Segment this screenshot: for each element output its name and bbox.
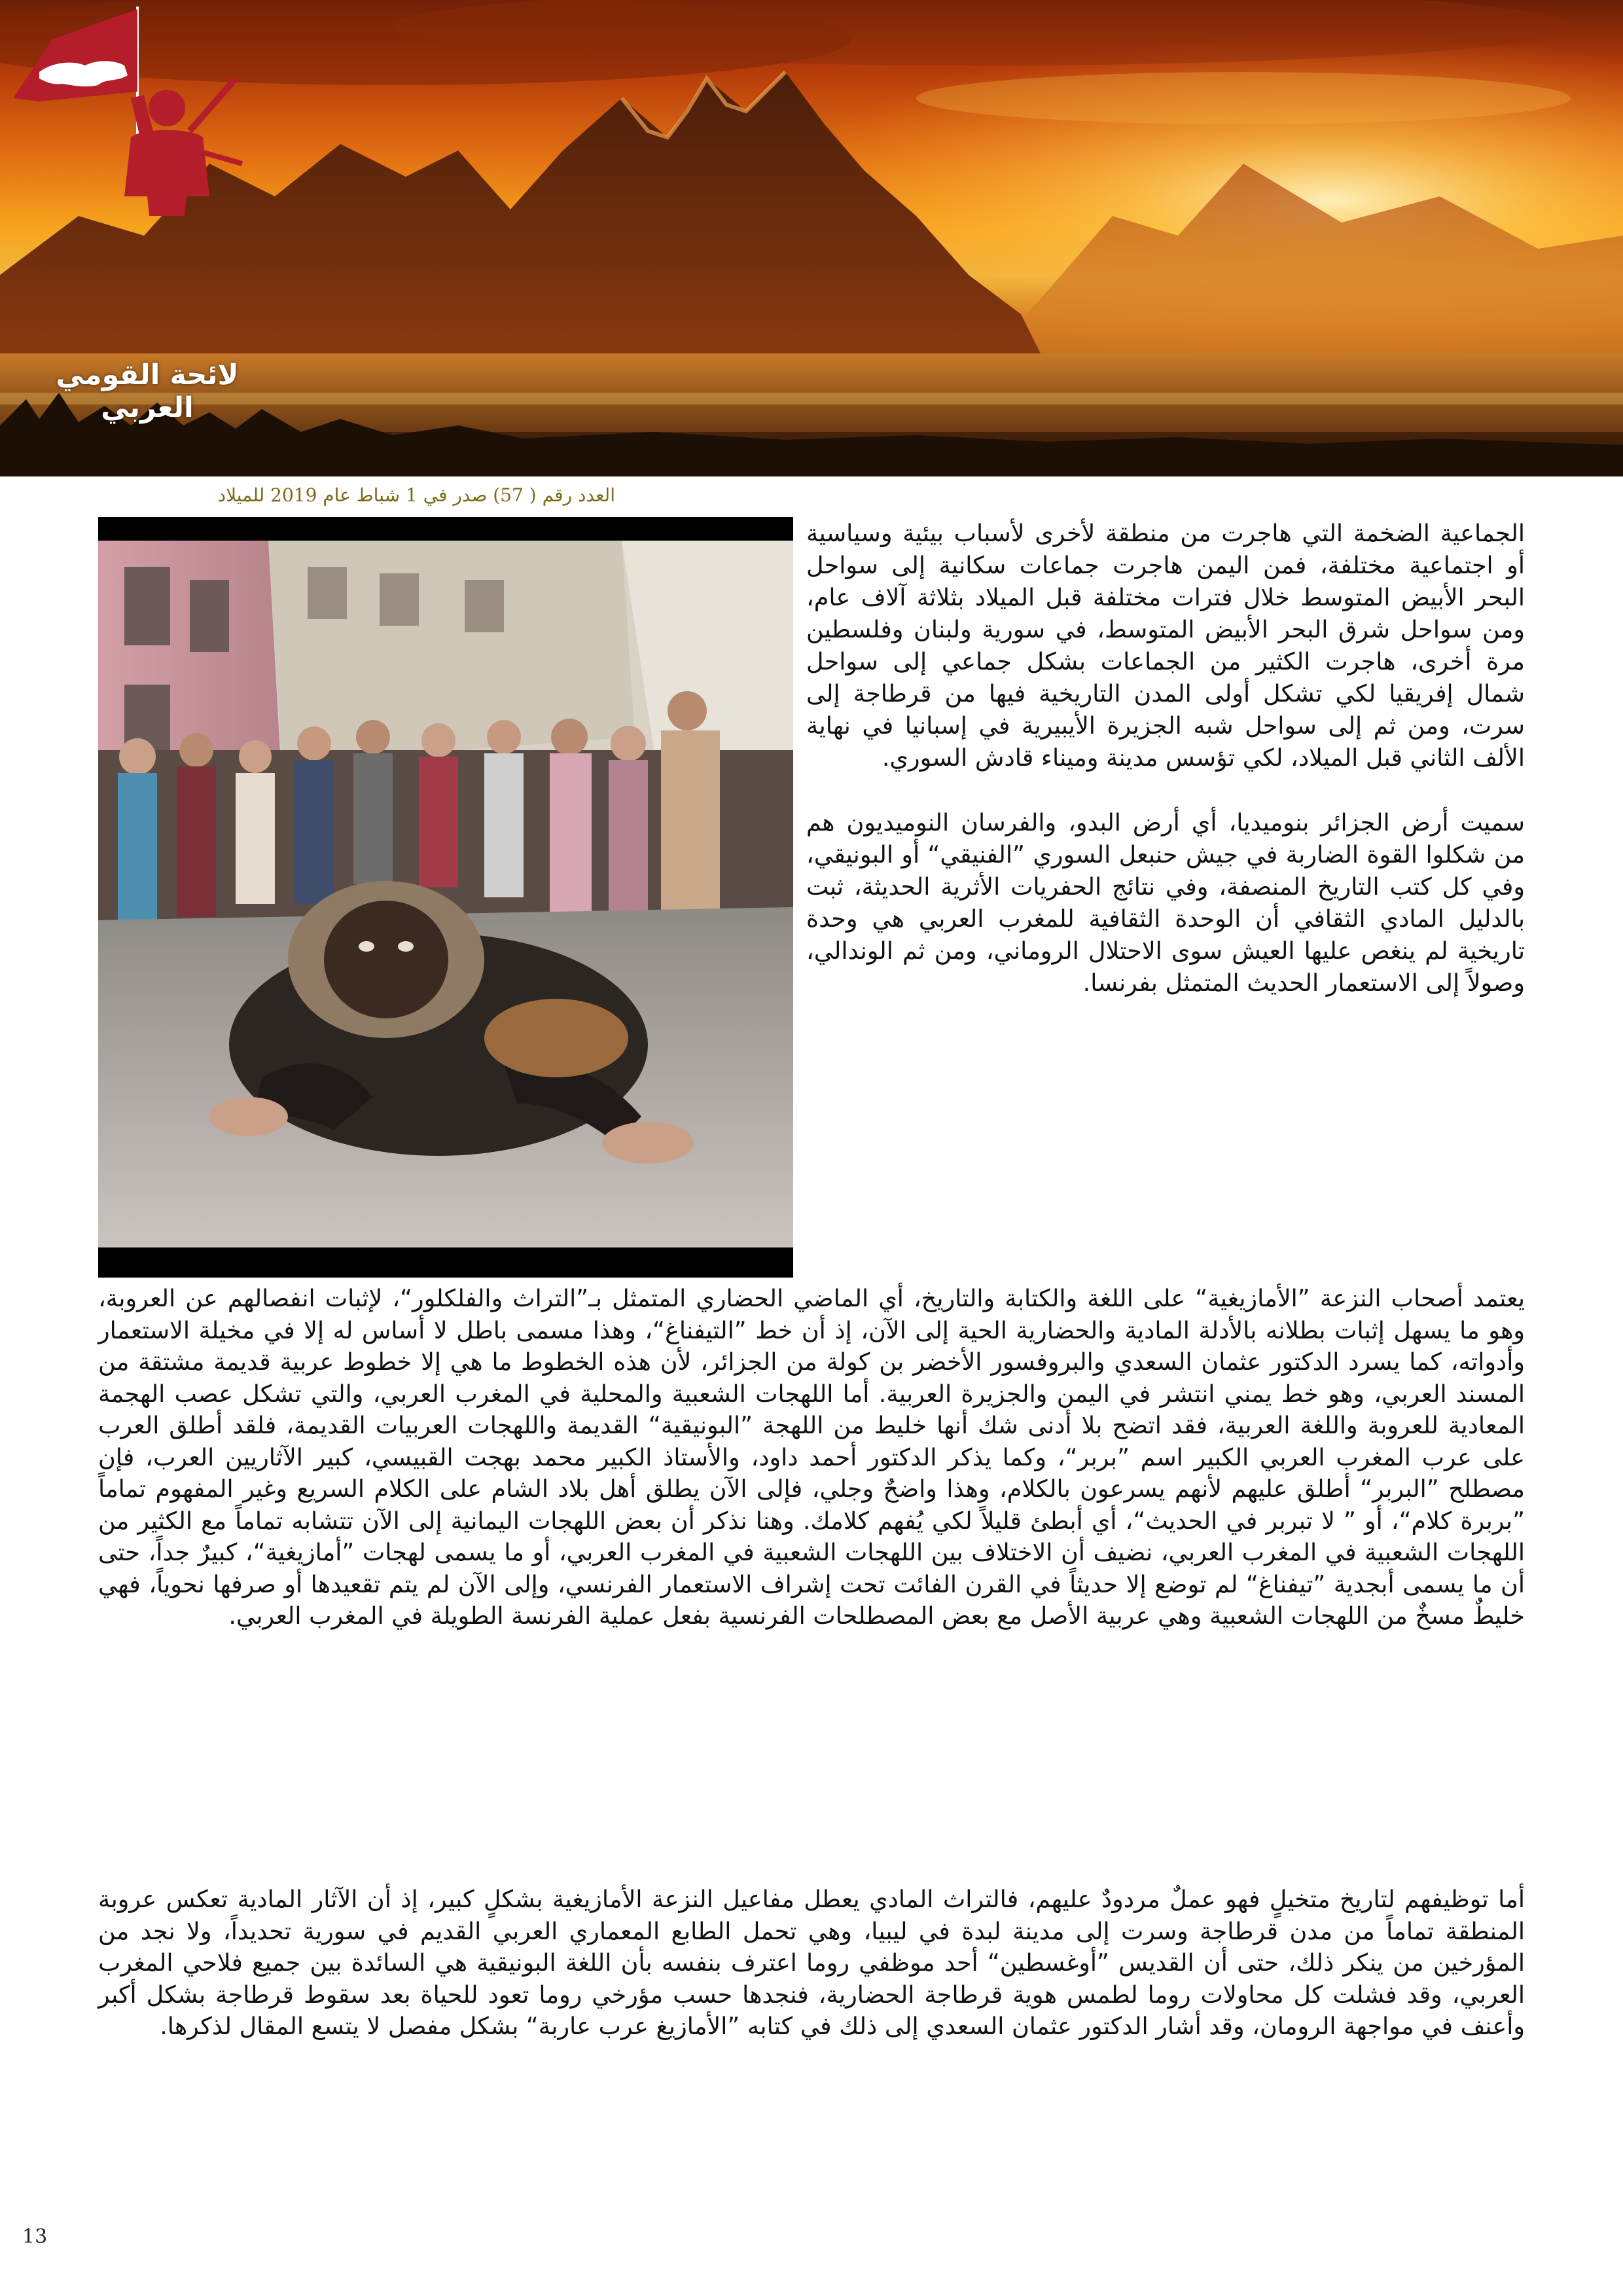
article-photo [98, 517, 793, 1278]
paragraph-4-block [98, 1884, 1525, 2043]
flag-bearer-map-icon [0, 0, 255, 275]
street-performer-photo [98, 541, 793, 1247]
article-column-right [806, 517, 1525, 1031]
paragraph-4: أما توظيفهم لتاريخ متخيلٍ فهو عملٌ مردودٌ عليهم، فالتراث المادي يعطل مفاعيل النزعة الأمازيغية بشكلٍ كبير، إذ أن الآثار المادية تعكس عروبة المنطقة تماماً من مدن قرطاجة وسرت إلى مدينة لبدة في ليبيا، وهي تحمل الطابع المعماري العربي القديم في سورية تحديداً، ولا نجد من المؤرخين من ينكر ذلك، حتى أن القديس ”أوغسطين“ أحد موظفي روما اعترف بنفسه بأن اللغة البونيقية هي السائدة بين جميع فلاحي المغرب العربي، وقد فشلت كل محاولات روما لطمس هوية قرطاجة الحضارية، فنجدها حسب مؤرخي روما تعود للحياة بعد سقوط قرطاجة بشكل أكبر وأعنف في مواجهة الرومان، وقد أشار الدكتور عثمان السعدي إلى ذلك في كتابه ”الأمازيغ عرب عاربة“ بشكل مفصل لا يتسع المقال لذكرها. [98, 1885, 1525, 2040]
page-number: 13 [22, 2225, 48, 2248]
logo-caption: لائحة القومي العربي [56, 359, 239, 424]
paragraph-3: يعتمد أصحاب النزعة ”الأمازيغية“ على اللغة والكتابة والتاريخ، أي الماضي الحضاري المتمثل بـ”التراث والفلكلور“، لإثبات انفصالهم عن العروبة، وهو ما يسهل إثبات بطلانه بالأدلة المادية والحضارية الحية إلى الآن، إذ أن خط ”التيفناغ“، وهذا مسمى باطل لا أساس له إلا في مخيلة الاستعمار وأدواته، كما يسرد الدكتور عثمان السعدي والبروفسور الأخضر بن كولة من الجزائر، لأن هذه الخطوط ما هي إلا خطوط عربية قديمة مشتقة من المسند العربي، وهو خط يمني انتشر في اليمن والجزيرة العربية. أما اللهجات الشعبية والمحلية في المغرب العربي، والتي تشكل عصب الهجمة المعادية للعروبة واللغة العربية، فقد اتضح بلا أدنى شك أنها خليط من اللهجة ”البونيقية“ القديمة واللهجات العربيات القديمة، فلقد أطلق العرب على عرب المغرب العربي الكبير اسم ”بربر“، وكما يذكر الدكتور أحمد داود، والأستاذ الكبير محمد بهجت القبيسي، كبير الآثاريين العرب، فإن مصطلح ”البربر“ أطلق عليهم لأنهم يسرعون بالكلام، وهذا واضحٌ وجلي، فإلى الآن يطلق أهل بلاد الشام على الكلام السريع وغير المفهوم تماماً ”بربرة كلام“، أو ” لا تبربر في الحديث“، أي أبطئ قليلاً لكي يُفهم كلامك. وهنا نذكر أن بعض اللهجات اليمانية إلى الآن تتشابه تماماً مع الكثير من اللهجات الشعبية في المغرب العربي، نضيف أن الاختلاف بين اللهجات الشعبية في المغرب العربي، أو ما يسمى لهجات ”أمازيغية“، كبيرٌ جداً، حتى أن ما يسمى أبجدية ”تيفناغ“ لم توضع إلا حديثاً في القرن الفائت تحت إشراف الاستعمار الفرنسي، وإلى الآن لم يتم تقعيدها أو صرفها نحوياً، فهي خليطٌ مسخٌ من اللهجات الشعبية وهي عربية الأصل مع بعض المصطلحات الفرنسية بفعل عملية الفرنسة الطويلة في المغرب العربي. [98, 1284, 1525, 1630]
issue-line: العدد رقم ( 57) صدر في 1 شباط عام 2019 للميلاد [217, 484, 615, 506]
paragraph-1: الجماعية الضخمة التي هاجرت من منطقة لأخرى لأسباب بيئية وسياسية أو اجتماعية مختلفة، فمن اليمن هاجرت جماعات سكانية إلى سواحل البحر الأبيض المتوسط خلال فترات مختلفة قبل الميلاد بثلاثة آلاف عام، ومن سواحل شرق البحر الأبيض المتوسط، في سورية ولبنان وفلسطين مرة أخرى، هاجرت الكثير من الجماعات بشكل جماعي إلى سواحل شمال إفريقيا لكي تشكل أولى المدن التاريخية فيها من قرطاجة إلى سرت، ومن ثم إلى سواحل شبه الجزيرة الأيبيرية في إسبانيا في نهاية الألف الثاني قبل الميلاد، لكي تؤسس مدينة وميناء قادش السوري. [806, 519, 1525, 772]
header-banner [0, 0, 1623, 476]
paragraph-3-block [98, 1283, 1525, 1632]
paragraph-2: سميت أرض الجزائر بنوميديا، أي أرض البدو، والفرسان النوميديون هم من شكلوا القوة الضاربة في جيش حنبعل السوري ”الفنيقي“ أو البونيقي، وفي كل كتب التاريخ المنصفة، وفي نتائج الحفريات الأثرية الحديثة، ثبت بالدليل المادي الثقافي أن الوحدة الثقافية للمغرب العربي هي وحدة تاريخية لم ينغص عليها العيش سوى الاحتلال الروماني، ومن ثم الوندالي، وصولاً إلى الاستعمار الحديث المتمثل بفرنسا. [806, 808, 1525, 997]
